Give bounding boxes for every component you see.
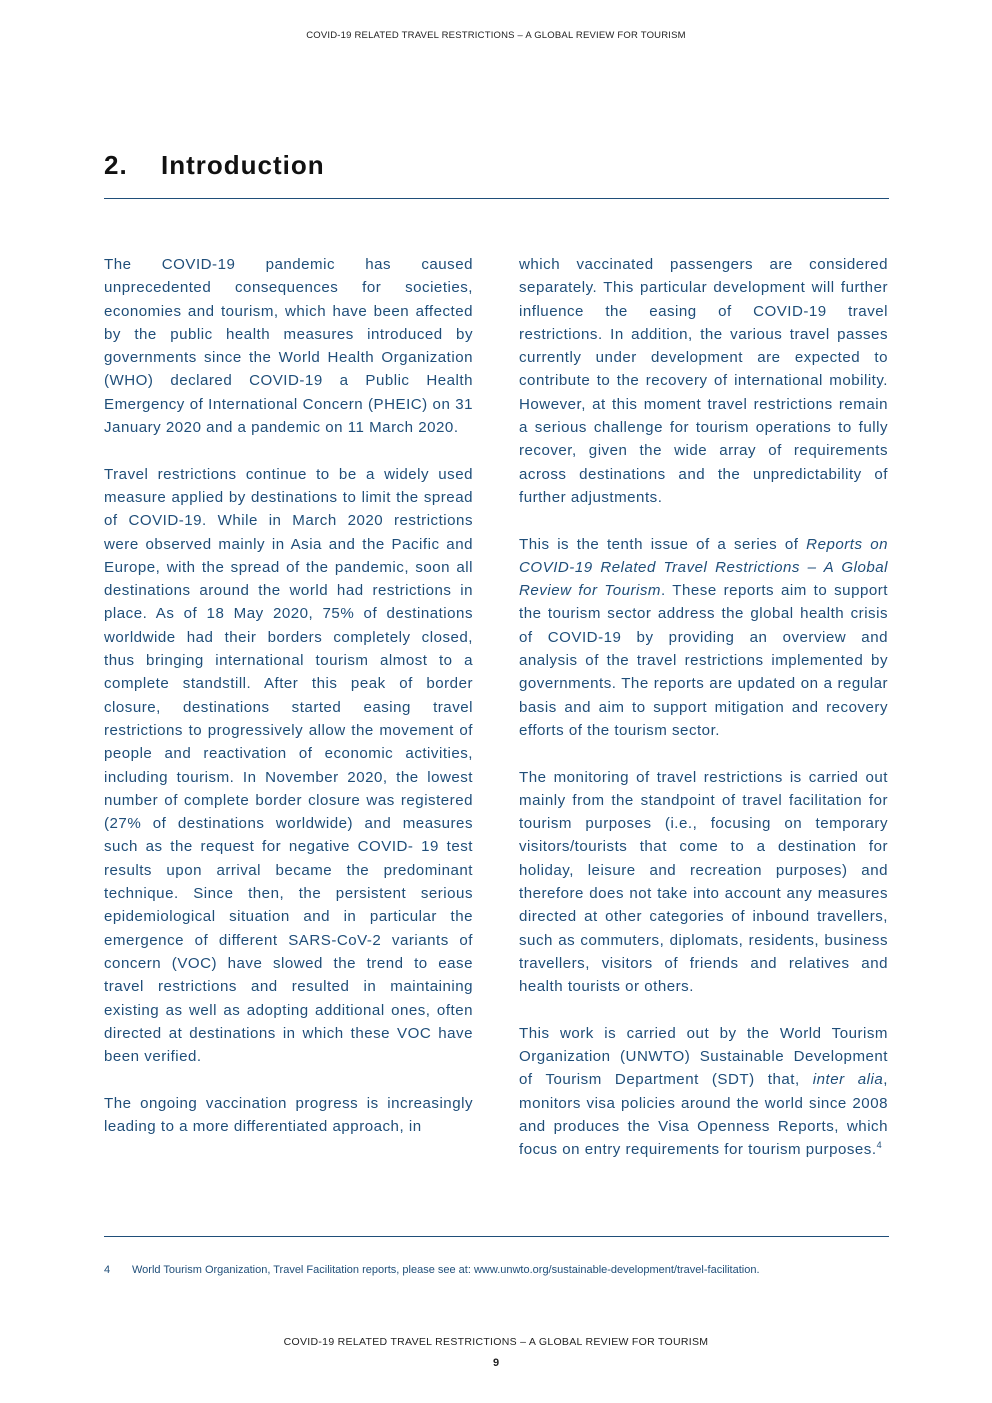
text-run: , monitors visa policies around the world since 2008 and produces the Visa Openness Reports, which focus on entry requirements for tourism purposes.: [519, 1071, 888, 1159]
heading-divider: [104, 198, 889, 199]
text-run: This work is carried out by the World Tourism Organization (UNWTO) Sustainable Development of Tourism Department (SDT) that,: [519, 1024, 888, 1089]
report-title-italic: Reports on COVID-19 Related Travel Restrictions – A Global Review for Tourism: [519, 535, 888, 600]
page-number: 9: [492, 1357, 500, 1369]
footnote-reference[interactable]: 4: [876, 1140, 883, 1151]
right-column: [519, 253, 888, 1162]
paragraph: [519, 1022, 888, 1162]
footnote: [104, 1264, 889, 1276]
paragraph: [519, 533, 888, 743]
paragraph: The ongoing vaccination progress is increasingly leading to a more differentiated approach, in: [104, 1094, 473, 1135]
running-footer: COVID-19 RELATED TRAVEL RESTRICTIONS – A GLOBAL REVIEW FOR TOURISM: [283, 1336, 709, 1348]
paragraph: Travel restrictions continue to be a widely used measure applied by destinations to limit the spread of COVID-19. While in March 2020 restrictions were observed mainly in Asia and the Pacific and Europe, with the spread of the pandemic, soon all destinations around the world had restrictions in place. As of 18 May 2020, 75% of destinations worldwide had their borders completely closed, thus bringing international tourism almost to a complete standstill. After this peak of border closure, destinations started easing travel restrictions to progressively allow the movement of people and reactivation of economic activities, including tourism. In November 2020, the lowest number of complete border closure was registered (27% of destinations worldwide) and measures such as the request for negative COVID- 19 test results upon arrival became the predominant technique. Since then, the persistent serious epidemiological situation and in particular the emergence of different SARS-CoV-2 variants of concern (VOC) have slowed the trend to ease travel restrictions and resulted in maintaining existing as well as adopting additional ones, often directed at destinations in which these VOC have been verified.: [104, 465, 473, 1066]
latin-phrase-italic: inter alia: [812, 1071, 884, 1089]
text-run: This is the tenth issue of a series of: [519, 535, 807, 553]
running-header: COVID-19 RELATED TRAVEL RESTRICTIONS – A GLOBAL REVIEW FOR TOURISM: [306, 30, 686, 41]
section-number: 2.: [104, 150, 128, 180]
paragraph: which vaccinated passengers are considered separately. This particular development will further influence the easing of COVID-19 travel restrictions. In addition, the various travel passes currently under development are expected to contribute to the recovery of international mobility. However, at this moment travel restrictions remain a serious challenge for tourism operations to fully recover, given the wide array of requirements across destinations and the unpredictability of further adjustments.: [519, 256, 888, 506]
paragraph: The monitoring of travel restrictions is carried out mainly from the standpoint of travel facilitation for tourism purposes (i.e., focusing on temporary visitors/tourists that come to a destination for holiday, leisure and recreation purposes) and therefore does not take into account any measures directed at other categories of inbound travellers, such as commuters, diplomats, residents, business travellers, visitors of friends and relatives and health tourists or others.: [519, 768, 888, 996]
footnote-divider: [104, 1236, 889, 1237]
text-run: . These reports aim to support the tourism sector address the global health crisis of COVID-19 by providing an overview and analysis of the travel restrictions implemented by governments. The reports are updated on a regular basis and aim to support mitigation and recovery efforts of the tourism sector.: [519, 582, 888, 739]
paragraph: The COVID-19 pandemic has caused unprecedented consequences for societies, economies and tourism, which have been affected by the public health measures introduced by governments since the World Health Organization (WHO) declared COVID-19 a Public Health Emergency of International Concern (PHEIC) on 31 January 2020 and a pandemic on 11 March 2020.: [104, 256, 473, 437]
footnote-text: World Tourism Organization, Travel Facilitation reports, please see at: www.unwto.org/sustainable-development/travel-facilitation.: [132, 1264, 760, 1276]
section-title: Introduction: [161, 150, 325, 180]
section-heading: [104, 150, 889, 181]
left-column: [104, 253, 473, 1138]
footnote-number: 4: [104, 1264, 111, 1276]
